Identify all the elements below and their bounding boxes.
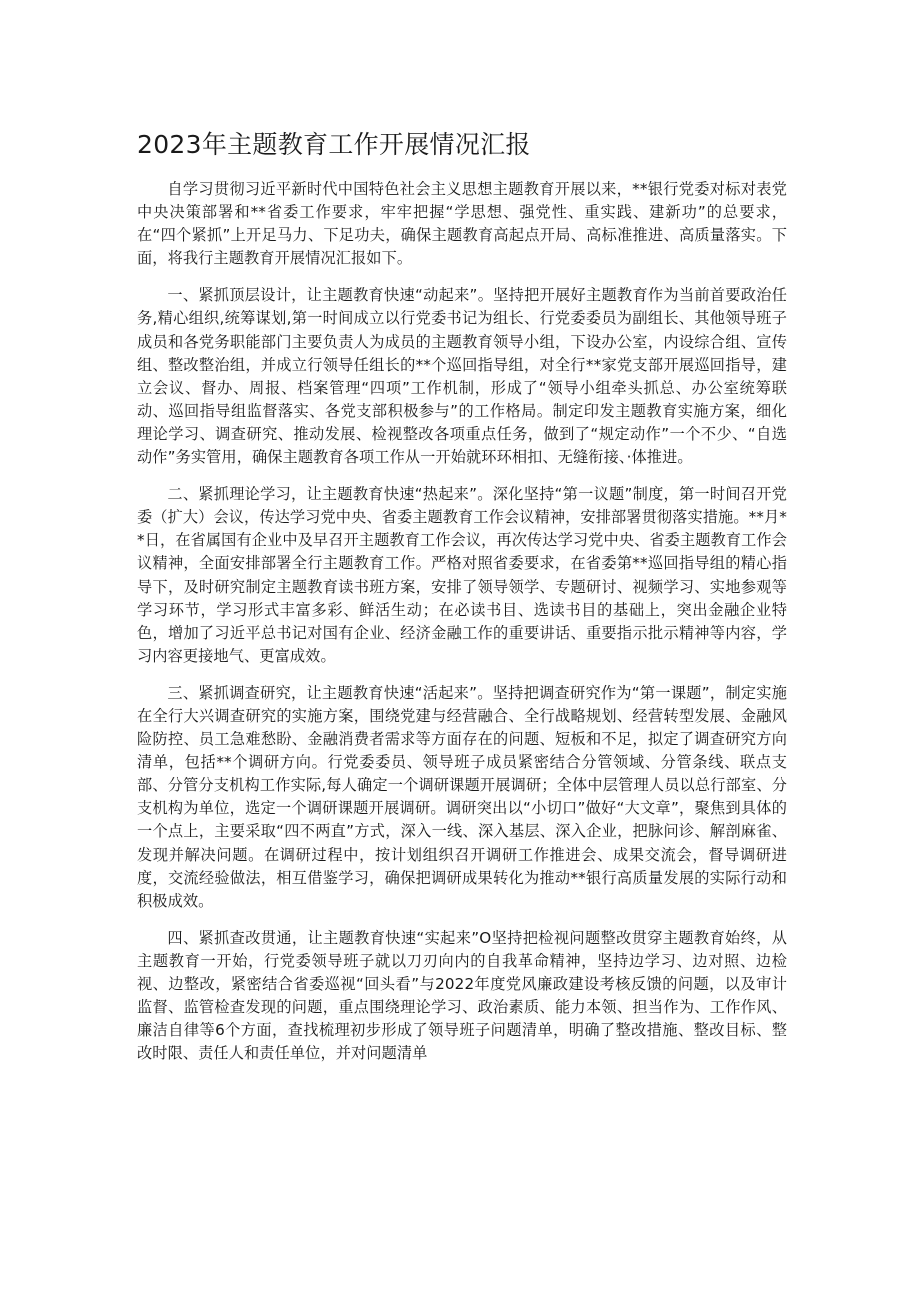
paragraph-section-4: 四、紧抓查改贯通，让主题教育快速“实起来”O坚持把检视问题整改贯穿主题教育始终，从主题教育一开始，行党委领导班子就以刀刃向内的自我革命精神，坚持边学习、边对照、边检视、边整改，紧密结合省委巡视“回头看”与2022年度党风廉政建设考核反馈的问题，以及审计监督、监管检查发现的问题，重点围绕理论学习、政治素质、能力本领、担当作为、工作作风、廉洁自律等6个方面，查找梳理初步形成了领导班子问题清单，明确了整改措施、整改目标、整改时限、责任人和责任单位，并对问题清单 [137, 928, 787, 1063]
paragraph-section-3: 三、紧抓调查研究，让主题教育快速“活起来”。坚持把调查研究作为“第一课题”，制定实施在全行大兴调查研究的实施方案，围绕党建与经营融合、全行战略规划、经营转型发展、金融风险防控、员工急难愁盼、金融消费者需求等方面存在的问题、短板和不足，拟定了调查研究方向清单，包括**个调研方向。行党委委员、领导班子成员紧密结合分管领域、分管条线、联点支部、分管分支机构工作实际,每人确定一个调研课题开展调研；全体中层管理人员以总行部室、分支机构为单位，选定一个调研课题开展调研。调研突出以“小切口”做好“大文章”，聚焦到具体的一个点上，主要采取“四不两直”方式，深入一线、深入基层、深入企业，把脉问诊、解剖麻雀、发现并解决问题。在调研过程中，按计划组织召开调研工作推进会、成果交流会，督导调研进度，交流经验做法，相互借鉴学习，确保把调研成果转化为推动**银行高质量发展的实际行动和积极成效。 [137, 683, 787, 910]
paragraph-section-2: 二、紧抓理论学习，让主题教育快速“热起来”。深化坚持“第一议题”制度，第一时间召开党委（扩大）会议，传达学习党中央、省委主题教育工作会议精神，安排部署贯彻落实措施。**月**日，在省属国有企业中及早召开主题教育工作会议，再次传达学习党中央、省委主题教育工作会议精神，全面安排部署全行主题教育工作。严格对照省委要求，在省委第**巡回指导组的精心指导下，及时研究制定主题教育读书班方案，安排了领导领学、专题研讨、视频学习、实地参观等学习环节，学习形式丰富多彩、鲜活生动；在必读书目、选读书目的基础上，突出金融企业特色，增加了习近平总书记对国有企业、经济金融工作的重要讲话、重要指示批示精神等内容，学习内容更接地气、更富成效。 [137, 485, 787, 665]
document-title: 2023年主题教育工作开展情况汇报 [137, 130, 531, 159]
paragraph-section-1: 一、紧抓顶层设计，让主题教育快速“动起来”。坚持把开展好主题教育作为当前首要政治任务,精心组织,统筹谋划,第一时间成立以行党委书记为组长、行党委委员为副组长、其他领导班子成员和各党务职能部门主要负责人为成员的主题教育领导小组，下设办公室，内设综合组、宣传组、整改整治组，并成立行领导任组长的**个巡回指导组，对全行**家党支部开展巡回指导，建立会议、督办、周报、档案管理“四项”工作机制，形成了“领导小组牵头抓总、办公室统筹联动、巡回指导组监督落实、各党支部积极参与”的工作格局。制定印发主题教育实施方案，细化理论学习、调查研究、推动发展、检视整改各项重点任务，做到了“规定动作”一个不少、“自选动作”务实管用，确保主题教育各项工作从一开始就环环相扣、无缝衔接、·体推进。 [137, 286, 787, 467]
paragraph-intro: 自学习贯彻习近平新时代中国特色社会主义思想主题教育开展以来，**银行党委对标对表党中央决策部署和**省委工作要求，牢牢把握“学思想、强党性、重实践、建新功”的总要求，在“四个紧抓”上开足马力、下足功夫，确保主题教育高起点开局、高标准推进、高质量落实。下面，将我行主题教育开展情况汇报如下。 [137, 180, 787, 268]
document-body [137, 178, 787, 1079]
